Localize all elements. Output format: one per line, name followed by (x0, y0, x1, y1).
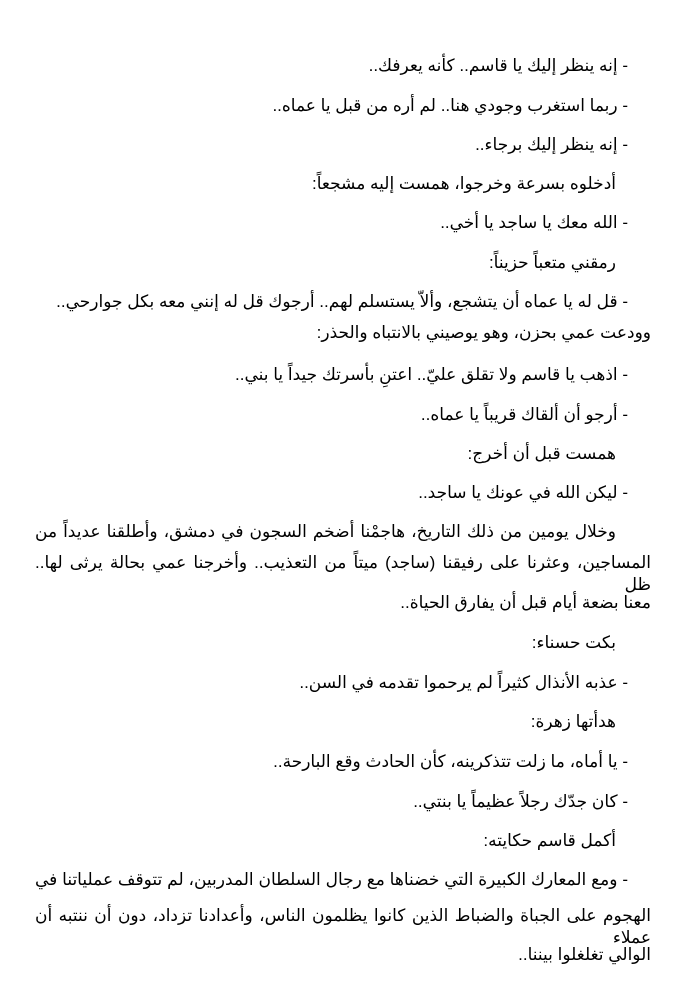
text-line: - ربما استغرب وجودي هنا.. لم أره من قبل يا عماه.. (272, 96, 628, 115)
text-line: - ومع المعارك الكبيرة التي خضناها مع رجال السلطان المدربين، لم تتوقف عملياتنا في (35, 870, 628, 889)
text-line: همست قبل أن أخرج: (467, 444, 616, 463)
text-line: وودعت عمي بحزن، وهو يوصيني بالانتباه والحذر: (316, 323, 651, 342)
text-line: - إنه ينظر إليك يا قاسم.. كأنه يعرفك.. (368, 56, 628, 75)
text-line: - اذهب يا قاسم ولا تقلق عليّ.. اعتنِ بأسرتك جيداً يا بني.. (235, 365, 628, 384)
text-line: رمقني متعباً حزيناً: (488, 253, 616, 272)
text-line: هدأتها زهرة: (530, 712, 616, 731)
text-line: - يا أماه، ما زلت تتذكرينه، كأن الحادث وقع البارحة.. (273, 752, 628, 771)
text-line: معنا بضعة أيام قبل أن يفارق الحياة.. (400, 593, 651, 612)
text-line: الهجوم على الجباة والضباط الذين كانوا يظلمون الناس، وأعدادنا تزداد، دون أن ننتبه أن عملاء (35, 906, 651, 947)
text-line: - ليكن الله في عونك يا ساجد.. (418, 483, 628, 502)
text-line: الوالي تغلغلوا بيننا.. (518, 945, 651, 964)
text-line: - كان جدّك رجلاً عظيماً يا بنتي.. (413, 792, 628, 811)
text-line: - عذبه الأنذال كثيراً لم يرحموا تقدمه في السن.. (299, 673, 628, 692)
text-line: المساجين، وعثرنا على رفيقنا (ساجد) ميتاً من التعذيب.. وأخرجنا عمي بحالة يرثى لها.. ظل (35, 553, 651, 594)
text-line: وخلال يومين من ذلك التاريخ، هاجمْنا أضخم السجون في دمشق، وأطلقنا عديداً من (35, 522, 616, 541)
text-line: - إنه ينظر إليك برجاء.. (475, 135, 628, 154)
text-line: أكمل قاسم حكايته: (483, 831, 616, 850)
text-line: أدخلوه بسرعة وخرجوا، همست إليه مشجعاً: (311, 174, 616, 193)
text-line: - أرجو أن ألقاك قريباً يا عماه.. (420, 405, 628, 424)
text-line: - قل له يا عماه أن يتشجع، وألاّ يستسلم لهم.. أرجوك قل له إنني معه بكل جوارحي.. (56, 292, 628, 311)
text-line: - الله معك يا ساجد يا أخي.. (440, 213, 628, 232)
text-line: بكت حسناء: (531, 633, 616, 652)
